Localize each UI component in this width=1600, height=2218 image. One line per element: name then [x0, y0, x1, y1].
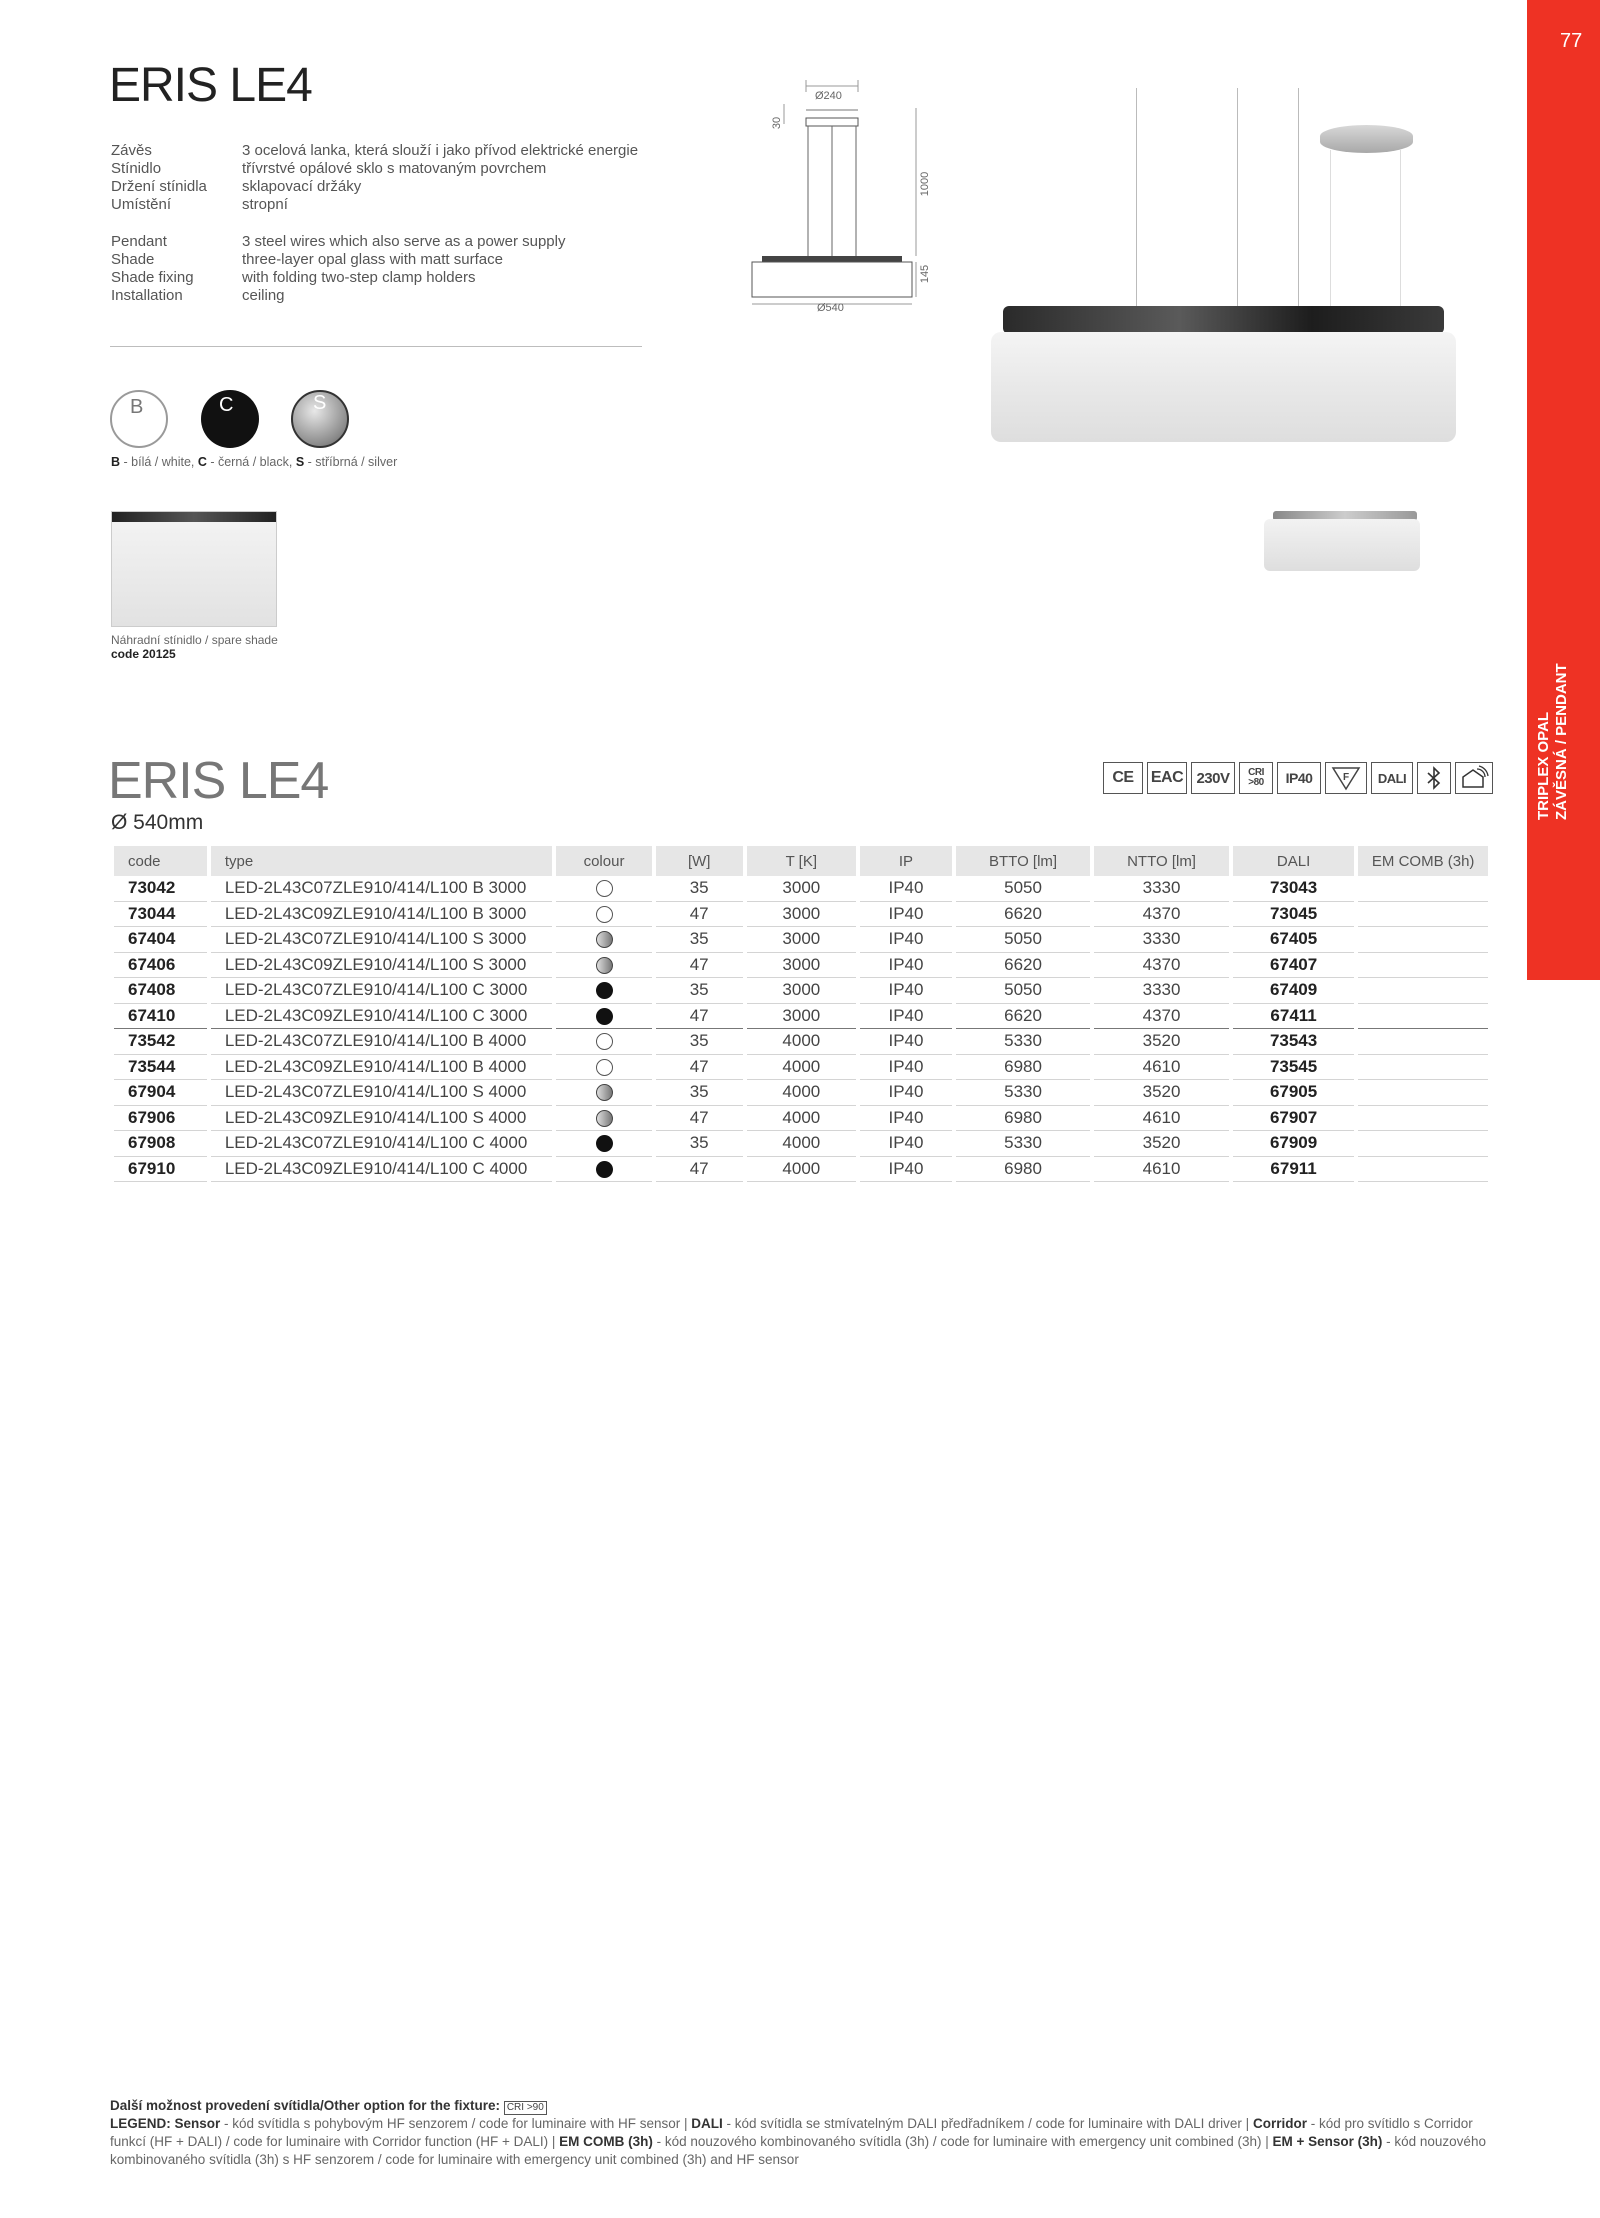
type-cell: LED-2L43C07ZLE910/414/L100 B 4000 — [211, 1029, 552, 1055]
type-cell: LED-2L43C09ZLE910/414/L100 S 4000 — [211, 1106, 552, 1132]
product-photo — [991, 332, 1456, 442]
spare-shade-caption — [111, 633, 278, 661]
colour-cell — [556, 902, 652, 928]
ntto-cell: 4370 — [1094, 902, 1228, 928]
bluetooth-icon — [1417, 762, 1451, 794]
spec-row — [111, 142, 638, 160]
technical-drawing — [740, 80, 940, 320]
watt-cell: 35 — [656, 1131, 743, 1157]
legend-label: LEGEND: — [110, 2116, 171, 2131]
spec-value: 3 ocelová lanka, která slouží i jako přívod elektrické energie — [242, 142, 639, 159]
ntto-cell: 4370 — [1094, 953, 1228, 979]
dali-cell: 67405 — [1233, 927, 1355, 953]
spec-row — [111, 196, 638, 214]
voltage-icon: 230V — [1191, 762, 1235, 794]
legend-b: B — [111, 455, 121, 469]
ce-icon: CE — [1103, 762, 1143, 794]
code-cell: 67910 — [114, 1157, 207, 1183]
swatch-white — [110, 390, 168, 448]
btto-cell: 5330 — [956, 1080, 1090, 1106]
suspension-wire — [1298, 88, 1299, 308]
silver-colour-dot-icon — [596, 957, 613, 974]
ip-cell: IP40 — [860, 978, 952, 1004]
table-row — [114, 1157, 1488, 1183]
ip-cell: IP40 — [860, 1055, 952, 1081]
dali-cell: 73545 — [1233, 1055, 1355, 1081]
spec-value: sklapovací držáky — [242, 178, 362, 195]
ip-cell: IP40 — [860, 927, 952, 953]
suspension-wire — [1330, 150, 1331, 308]
legend-sensor-text: - kód svítidla s pohybovým HF senzorem / code for luminaire with HF sensor | — [220, 2116, 692, 2131]
ip-cell: IP40 — [860, 1106, 952, 1132]
btto-cell: 6980 — [956, 1055, 1090, 1081]
black-colour-dot-icon — [596, 1161, 613, 1178]
legend-em-text: - kód nouzového kombinovaného svítidla (3h) / code for luminaire with emergency unit combined (3h) | — [652, 2134, 1273, 2149]
temp-cell: 3000 — [747, 927, 857, 953]
colour-cell — [556, 1055, 652, 1081]
type-cell: LED-2L43C09ZLE910/414/L100 B 3000 — [211, 902, 552, 928]
dim-canopy-height: 30 — [771, 116, 784, 130]
em-cell — [1358, 953, 1488, 979]
em-cell — [1358, 1106, 1488, 1132]
temp-cell: 4000 — [747, 1055, 857, 1081]
silver-colour-dot-icon — [596, 931, 613, 948]
temp-cell: 4000 — [747, 1029, 857, 1055]
spec-row — [111, 160, 638, 178]
ntto-cell: 3330 — [1094, 876, 1228, 902]
type-cell: LED-2L43C09ZLE910/414/L100 S 3000 — [211, 953, 552, 979]
spec-value: 3 steel wires which also serve as a power supply — [242, 233, 566, 250]
col-watt: [W] — [656, 846, 743, 876]
ip-icon: IP40 — [1277, 762, 1321, 794]
white-colour-dot-icon — [596, 880, 613, 897]
code-cell: 67408 — [114, 978, 207, 1004]
f-mark-letter: F — [1343, 772, 1349, 783]
col-ip: IP — [860, 846, 952, 876]
btto-cell: 6620 — [956, 953, 1090, 979]
btto-cell: 6980 — [956, 1157, 1090, 1183]
temp-cell: 4000 — [747, 1080, 857, 1106]
spec-row — [111, 233, 565, 251]
sensor-icon — [1455, 762, 1493, 794]
product-title: ERIS LE4 — [109, 59, 312, 112]
spec-key: Pendant — [111, 233, 167, 250]
table-row — [114, 1029, 1488, 1055]
cri-90-icon: CRI >90 — [504, 2101, 547, 2115]
colour-cell — [556, 1004, 652, 1030]
spec-value: stropní — [242, 196, 288, 213]
temp-cell: 3000 — [747, 876, 857, 902]
spec-row — [111, 178, 638, 196]
dali-cell: 67411 — [1233, 1004, 1355, 1030]
product-table — [110, 846, 1492, 1182]
certification-icons — [1103, 762, 1493, 794]
ntto-cell: 3520 — [1094, 1080, 1228, 1106]
ntto-cell: 4610 — [1094, 1106, 1228, 1132]
table-row — [114, 1131, 1488, 1157]
colour-cell — [556, 1106, 652, 1132]
dali-cell: 67905 — [1233, 1080, 1355, 1106]
eac-icon: EAC — [1147, 762, 1187, 794]
code-cell: 67904 — [114, 1080, 207, 1106]
spec-row — [111, 269, 565, 287]
watt-cell: 35 — [656, 1029, 743, 1055]
watt-cell: 47 — [656, 1157, 743, 1183]
legend-c: C — [197, 455, 207, 469]
category-line-1: TRIPLEX OPAL — [1535, 711, 1552, 820]
ip-cell: IP40 — [860, 1004, 952, 1030]
dali-cell: 67909 — [1233, 1131, 1355, 1157]
suspension-wire — [1400, 150, 1401, 308]
table-row — [114, 1055, 1488, 1081]
black-colour-dot-icon — [596, 982, 613, 999]
spec-key: Installation — [111, 287, 183, 304]
type-cell: LED-2L43C07ZLE910/414/L100 S 4000 — [211, 1080, 552, 1106]
temp-cell: 4000 — [747, 1131, 857, 1157]
spec-row — [111, 251, 565, 269]
type-cell: LED-2L43C07ZLE910/414/L100 B 3000 — [211, 876, 552, 902]
legend-s: S — [295, 455, 305, 469]
table-row — [114, 1106, 1488, 1132]
temp-cell: 4000 — [747, 1106, 857, 1132]
ntto-cell: 4610 — [1094, 1055, 1228, 1081]
dali-cell: 73543 — [1233, 1029, 1355, 1055]
f-mark-icon — [1325, 762, 1367, 794]
code-cell: 73042 — [114, 876, 207, 902]
legend-sensor-label: Sensor — [174, 2116, 221, 2131]
table-row — [114, 1004, 1488, 1030]
type-cell: LED-2L43C07ZLE910/414/L100 C 4000 — [211, 1131, 552, 1157]
category-sidebar — [1527, 0, 1600, 980]
ntto-cell: 3520 — [1094, 1029, 1228, 1055]
ip-cell: IP40 — [860, 876, 952, 902]
btto-cell: 5050 — [956, 876, 1090, 902]
legend-corridor-label: Corridor — [1252, 2116, 1307, 2131]
code-cell: 67404 — [114, 927, 207, 953]
spec-list-cz — [111, 142, 638, 214]
spec-key: Držení stínidla — [111, 178, 207, 195]
ntto-cell: 3520 — [1094, 1131, 1228, 1157]
legend-corridor-text: - kód pro svítidlo s Corridor funkcí (HF + DALI) / code for luminaire with Corridor function (HF + DALI) | — [110, 2116, 1473, 2149]
ip-cell: IP40 — [860, 1029, 952, 1055]
colour-cell — [556, 953, 652, 979]
table-title: ERIS LE4 — [108, 752, 329, 810]
legend-dali-label: DALI — [691, 2116, 723, 2131]
product-photo-silver — [1264, 519, 1420, 571]
type-cell: LED-2L43C09ZLE910/414/L100 C 4000 — [211, 1157, 552, 1183]
spec-list-en — [111, 233, 565, 305]
ntto-cell: 4610 — [1094, 1157, 1228, 1183]
spec-row — [111, 287, 565, 305]
table-row — [114, 1080, 1488, 1106]
dim-top-diameter: Ø240 — [815, 90, 842, 102]
col-code: code — [114, 846, 207, 876]
footer-legend — [110, 2097, 1495, 2169]
spec-key: Závěs — [111, 142, 152, 159]
col-btto: BTTO [lm] — [956, 846, 1090, 876]
btto-cell: 6620 — [956, 902, 1090, 928]
ip-cell: IP40 — [860, 902, 952, 928]
category-line-2: ZÁVĚSNÁ / PENDANT — [1553, 663, 1570, 820]
code-cell: 67906 — [114, 1106, 207, 1132]
col-temp: T [K] — [747, 846, 857, 876]
em-cell — [1358, 876, 1488, 902]
legend-em-label: EM COMB (3h) — [559, 2134, 653, 2149]
dali-cell: 67409 — [1233, 978, 1355, 1004]
colour-cell — [556, 1157, 652, 1183]
ip-cell: IP40 — [860, 1131, 952, 1157]
code-cell: 67410 — [114, 1004, 207, 1030]
temp-cell: 4000 — [747, 1157, 857, 1183]
ip-cell: IP40 — [860, 953, 952, 979]
em-cell — [1358, 927, 1488, 953]
dali-cell: 73045 — [1233, 902, 1355, 928]
table-row — [114, 902, 1488, 928]
btto-cell: 6980 — [956, 1106, 1090, 1132]
watt-cell: 35 — [656, 876, 743, 902]
legend-b-text: - bílá / white, — [120, 455, 198, 469]
col-ntto: NTTO [lm] — [1094, 846, 1228, 876]
table-row — [114, 927, 1488, 953]
em-cell — [1358, 1080, 1488, 1106]
table-header-row — [114, 846, 1488, 876]
colour-cell — [556, 1131, 652, 1157]
spare-code: code 20125 — [111, 647, 176, 661]
btto-cell: 5330 — [956, 1029, 1090, 1055]
col-dali: DALI — [1233, 846, 1355, 876]
dali-cell: 67907 — [1233, 1106, 1355, 1132]
em-cell — [1358, 902, 1488, 928]
legend-c-text: - černá / black, — [206, 455, 296, 469]
temp-cell: 3000 — [747, 953, 857, 979]
code-cell: 67908 — [114, 1131, 207, 1157]
type-cell: LED-2L43C07ZLE910/414/L100 S 3000 — [211, 927, 552, 953]
watt-cell: 47 — [656, 902, 743, 928]
watt-cell: 47 — [656, 953, 743, 979]
dim-shade-height: 145 — [919, 264, 932, 284]
dali-icon: DALI — [1371, 762, 1413, 794]
spec-key: Stínidlo — [111, 160, 162, 177]
em-cell — [1358, 1055, 1488, 1081]
swatch-letter: S — [313, 392, 327, 414]
watt-cell: 35 — [656, 927, 743, 953]
other-option-label: Další možnost provedení svítidla/Other option for the fixture: — [110, 2098, 501, 2113]
swatch-black — [201, 390, 259, 448]
colour-cell — [556, 927, 652, 953]
white-colour-dot-icon — [596, 1059, 613, 1076]
em-cell — [1358, 1029, 1488, 1055]
temp-cell: 3000 — [747, 1004, 857, 1030]
btto-cell: 5330 — [956, 1131, 1090, 1157]
dim-bottom-diameter: Ø540 — [817, 302, 844, 314]
em-cell — [1358, 1157, 1488, 1183]
page-number: 77 — [1560, 30, 1583, 52]
spec-key: Umístění — [111, 196, 172, 213]
ip-cell: IP40 — [860, 1080, 952, 1106]
em-cell — [1358, 1004, 1488, 1030]
watt-cell: 47 — [656, 1106, 743, 1132]
spec-value: three-layer opal glass with matt surface — [242, 251, 503, 268]
legend-ems-text: - kód nouzového kombinovaného svítidla (3h) s HF senzorem / code for luminaire with emergency unit combined (3h) and HF sensor — [110, 2134, 1486, 2167]
dim-wire-length: 1000 — [919, 171, 932, 197]
diameter-label: Ø 540mm — [111, 811, 204, 834]
code-cell: 67406 — [114, 953, 207, 979]
temp-cell: 3000 — [747, 978, 857, 1004]
watt-cell: 47 — [656, 1004, 743, 1030]
watt-cell: 35 — [656, 978, 743, 1004]
silver-colour-dot-icon — [596, 1110, 613, 1127]
ntto-cell: 4370 — [1094, 1004, 1228, 1030]
spare-shade-image — [111, 511, 277, 627]
colour-cell — [556, 978, 652, 1004]
ntto-cell: 3330 — [1094, 978, 1228, 1004]
silver-colour-dot-icon — [596, 1084, 613, 1101]
suspension-wire — [1136, 88, 1137, 308]
col-em: EM COMB (3h) — [1358, 846, 1488, 876]
em-cell — [1358, 1131, 1488, 1157]
type-cell: LED-2L43C07ZLE910/414/L100 C 3000 — [211, 978, 552, 1004]
colour-legend — [111, 455, 397, 469]
btto-cell: 6620 — [956, 1004, 1090, 1030]
table-row — [114, 953, 1488, 979]
product-photo-rim — [1003, 306, 1444, 334]
watt-cell: 35 — [656, 1080, 743, 1106]
ip-cell: IP40 — [860, 1157, 952, 1183]
swatch-letter: B — [130, 396, 144, 418]
col-colour: colour — [556, 846, 652, 876]
colour-cell — [556, 1080, 652, 1106]
code-cell: 73544 — [114, 1055, 207, 1081]
legend-s-text: - stříbrná / silver — [304, 455, 398, 469]
btto-cell: 5050 — [956, 927, 1090, 953]
spec-key: Shade — [111, 251, 155, 268]
table-row — [114, 978, 1488, 1004]
spec-value: with folding two-step clamp holders — [242, 269, 476, 286]
white-colour-dot-icon — [596, 906, 613, 923]
colour-cell — [556, 876, 652, 902]
dali-cell: 67407 — [1233, 953, 1355, 979]
type-cell: LED-2L43C09ZLE910/414/L100 C 3000 — [211, 1004, 552, 1030]
dali-cell: 67911 — [1233, 1157, 1355, 1183]
product-canopy — [1320, 125, 1413, 153]
table-row — [114, 876, 1488, 902]
spec-value: ceiling — [242, 287, 285, 304]
suspension-wire — [1237, 88, 1238, 308]
spec-value: třívrstvé opálové sklo s matovaným povrchem — [242, 160, 547, 177]
ntto-cell: 3330 — [1094, 927, 1228, 953]
black-colour-dot-icon — [596, 1008, 613, 1025]
code-cell: 73542 — [114, 1029, 207, 1055]
em-cell — [1358, 978, 1488, 1004]
white-colour-dot-icon — [596, 1033, 613, 1050]
colour-cell — [556, 1029, 652, 1055]
spare-caption-text: Náhradní stínidlo / spare shade — [111, 633, 278, 647]
cri-icon: CRI >80 — [1239, 762, 1273, 794]
col-type: type — [211, 846, 552, 876]
black-colour-dot-icon — [596, 1135, 613, 1152]
dali-cell: 73043 — [1233, 876, 1355, 902]
watt-cell: 47 — [656, 1055, 743, 1081]
spec-key: Shade fixing — [111, 269, 194, 286]
legend-ems-label: EM + Sensor (3h) — [1272, 2134, 1383, 2149]
type-cell: LED-2L43C09ZLE910/414/L100 B 4000 — [211, 1055, 552, 1081]
btto-cell: 5050 — [956, 978, 1090, 1004]
code-cell: 73044 — [114, 902, 207, 928]
legend-dali-text: - kód svítidla se stmívatelným DALI předřadníkem / code for luminaire with DALI driver | — [722, 2116, 1253, 2131]
temp-cell: 3000 — [747, 902, 857, 928]
swatch-silver — [291, 390, 349, 448]
category-label — [1535, 660, 1595, 820]
swatch-letter: C — [219, 394, 234, 416]
divider — [110, 346, 642, 347]
